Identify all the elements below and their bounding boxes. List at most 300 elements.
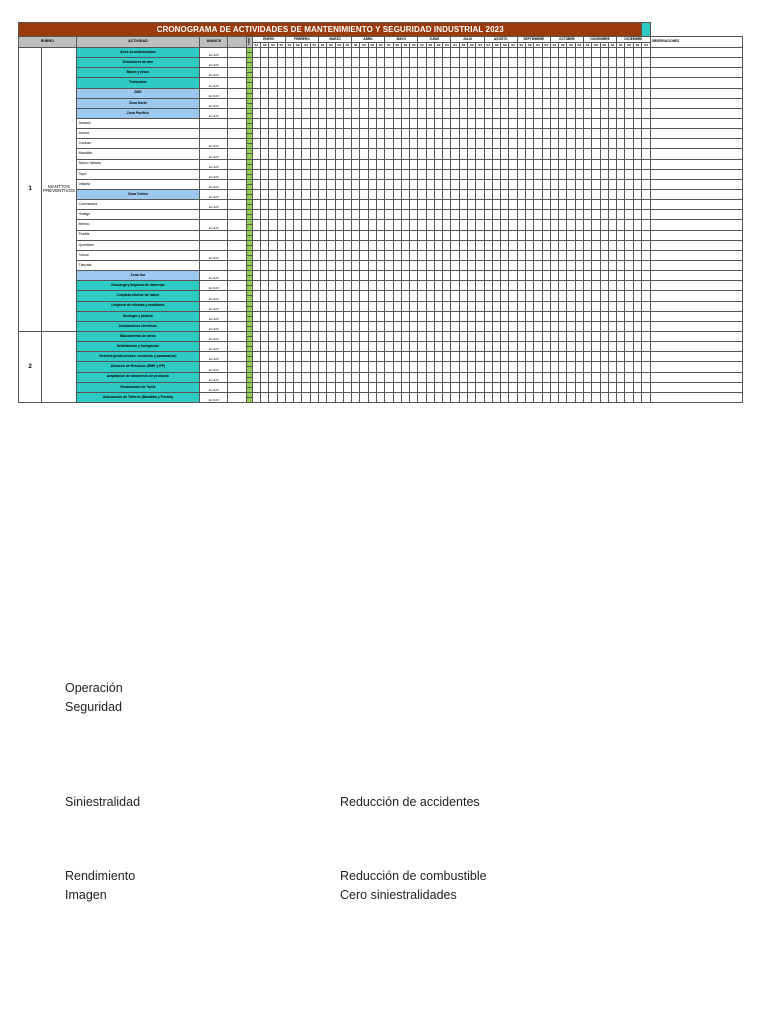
week-cell[interactable] bbox=[468, 392, 476, 402]
week-cell[interactable] bbox=[418, 108, 426, 118]
week-cell[interactable] bbox=[476, 159, 484, 169]
week-cell[interactable] bbox=[633, 311, 642, 321]
week-cell[interactable] bbox=[501, 210, 509, 220]
week-cell[interactable] bbox=[583, 250, 591, 260]
week-cell[interactable] bbox=[269, 159, 277, 169]
week-cell[interactable] bbox=[269, 98, 277, 108]
week-cell[interactable] bbox=[261, 260, 269, 270]
week-cell[interactable] bbox=[269, 200, 277, 210]
week-cell[interactable] bbox=[608, 58, 616, 68]
week-cell[interactable] bbox=[517, 331, 525, 341]
week-cell[interactable] bbox=[633, 78, 642, 88]
week-cell[interactable] bbox=[617, 291, 625, 301]
week-cell[interactable] bbox=[575, 382, 583, 392]
week-cell[interactable] bbox=[633, 200, 642, 210]
week-cell[interactable] bbox=[526, 78, 534, 88]
week-cell[interactable] bbox=[434, 240, 442, 250]
week-cell[interactable] bbox=[310, 200, 318, 210]
week-cell[interactable] bbox=[583, 149, 591, 159]
week-cell[interactable] bbox=[302, 210, 310, 220]
week-cell[interactable] bbox=[559, 281, 567, 291]
week-cell[interactable] bbox=[401, 321, 409, 331]
week-cell[interactable] bbox=[277, 200, 285, 210]
week-cell[interactable] bbox=[343, 118, 351, 128]
week-cell[interactable] bbox=[459, 78, 467, 88]
week-cell[interactable] bbox=[600, 260, 608, 270]
week-cell[interactable] bbox=[294, 169, 302, 179]
week-cell[interactable] bbox=[376, 88, 384, 98]
week-cell[interactable] bbox=[526, 372, 534, 382]
week-cell[interactable] bbox=[443, 260, 451, 270]
week-cell[interactable] bbox=[335, 352, 343, 362]
week-cell[interactable] bbox=[285, 352, 293, 362]
week-cell[interactable] bbox=[600, 139, 608, 149]
observation-cell[interactable] bbox=[650, 108, 742, 118]
week-cell[interactable] bbox=[451, 98, 459, 108]
week-cell[interactable] bbox=[633, 149, 642, 159]
week-cell[interactable] bbox=[410, 189, 418, 199]
week-cell[interactable] bbox=[575, 392, 583, 402]
week-cell[interactable] bbox=[476, 189, 484, 199]
week-cell[interactable] bbox=[509, 240, 517, 250]
week-cell[interactable] bbox=[426, 98, 434, 108]
week-cell[interactable] bbox=[310, 321, 318, 331]
week-cell[interactable] bbox=[534, 169, 542, 179]
week-cell[interactable] bbox=[501, 108, 509, 118]
week-cell[interactable] bbox=[534, 68, 542, 78]
week-cell[interactable] bbox=[393, 179, 401, 189]
week-cell[interactable] bbox=[501, 301, 509, 311]
week-cell[interactable] bbox=[343, 88, 351, 98]
week-cell[interactable] bbox=[484, 230, 492, 240]
week-cell[interactable] bbox=[318, 271, 326, 281]
week-cell[interactable] bbox=[550, 311, 558, 321]
week-cell[interactable] bbox=[252, 250, 260, 260]
week-cell[interactable] bbox=[343, 291, 351, 301]
week-cell[interactable] bbox=[261, 48, 269, 58]
week-cell[interactable] bbox=[459, 159, 467, 169]
week-cell[interactable] bbox=[550, 48, 558, 58]
week-cell[interactable] bbox=[600, 179, 608, 189]
week-cell[interactable] bbox=[459, 382, 467, 392]
week-cell[interactable] bbox=[592, 68, 600, 78]
week-cell[interactable] bbox=[484, 200, 492, 210]
week-cell[interactable] bbox=[285, 220, 293, 230]
week-cell[interactable] bbox=[302, 362, 310, 372]
week-cell[interactable] bbox=[559, 189, 567, 199]
week-cell[interactable] bbox=[335, 342, 343, 352]
week-cell[interactable] bbox=[476, 321, 484, 331]
week-cell[interactable] bbox=[327, 210, 335, 220]
observation-cell[interactable] bbox=[650, 98, 742, 108]
week-cell[interactable] bbox=[592, 250, 600, 260]
week-cell[interactable] bbox=[302, 291, 310, 301]
week-cell[interactable] bbox=[476, 108, 484, 118]
week-cell[interactable] bbox=[501, 129, 509, 139]
week-cell[interactable] bbox=[625, 169, 633, 179]
week-cell[interactable] bbox=[376, 139, 384, 149]
week-cell[interactable] bbox=[642, 139, 650, 149]
week-cell[interactable] bbox=[310, 311, 318, 321]
week-cell[interactable] bbox=[459, 179, 467, 189]
week-cell[interactable] bbox=[600, 321, 608, 331]
week-cell[interactable] bbox=[534, 250, 542, 260]
week-cell[interactable] bbox=[393, 139, 401, 149]
week-cell[interactable] bbox=[501, 392, 509, 402]
week-cell[interactable] bbox=[550, 129, 558, 139]
week-cell[interactable] bbox=[393, 220, 401, 230]
observation-cell[interactable] bbox=[650, 362, 742, 372]
week-cell[interactable] bbox=[633, 98, 642, 108]
week-cell[interactable] bbox=[492, 260, 500, 270]
week-cell[interactable] bbox=[277, 98, 285, 108]
week-cell[interactable] bbox=[368, 189, 376, 199]
week-cell[interactable] bbox=[434, 230, 442, 240]
week-cell[interactable] bbox=[335, 362, 343, 372]
week-cell[interactable] bbox=[633, 291, 642, 301]
week-cell[interactable] bbox=[501, 362, 509, 372]
week-cell[interactable] bbox=[343, 281, 351, 291]
week-cell[interactable] bbox=[426, 250, 434, 260]
week-cell[interactable] bbox=[459, 68, 467, 78]
week-cell[interactable] bbox=[335, 159, 343, 169]
week-cell[interactable] bbox=[559, 129, 567, 139]
week-cell[interactable] bbox=[517, 58, 525, 68]
week-cell[interactable] bbox=[277, 321, 285, 331]
week-cell[interactable] bbox=[567, 118, 575, 128]
week-cell[interactable] bbox=[642, 240, 650, 250]
week-cell[interactable] bbox=[368, 200, 376, 210]
week-cell[interactable] bbox=[559, 179, 567, 189]
week-cell[interactable] bbox=[567, 301, 575, 311]
week-cell[interactable] bbox=[376, 230, 384, 240]
week-cell[interactable] bbox=[360, 382, 368, 392]
week-cell[interactable] bbox=[418, 311, 426, 321]
week-cell[interactable] bbox=[583, 118, 591, 128]
week-cell[interactable] bbox=[252, 149, 260, 159]
week-cell[interactable] bbox=[501, 189, 509, 199]
week-cell[interactable] bbox=[393, 58, 401, 68]
week-cell[interactable] bbox=[476, 281, 484, 291]
week-cell[interactable] bbox=[459, 169, 467, 179]
week-cell[interactable] bbox=[269, 68, 277, 78]
week-cell[interactable] bbox=[600, 362, 608, 372]
week-cell[interactable] bbox=[517, 149, 525, 159]
week-cell[interactable] bbox=[434, 331, 442, 341]
week-cell[interactable] bbox=[567, 108, 575, 118]
week-cell[interactable] bbox=[484, 331, 492, 341]
week-cell[interactable] bbox=[302, 382, 310, 392]
week-cell[interactable] bbox=[410, 169, 418, 179]
week-cell[interactable] bbox=[252, 311, 260, 321]
week-cell[interactable] bbox=[261, 118, 269, 128]
week-cell[interactable] bbox=[534, 352, 542, 362]
week-cell[interactable] bbox=[269, 179, 277, 189]
week-cell[interactable] bbox=[443, 149, 451, 159]
week-cell[interactable] bbox=[542, 88, 550, 98]
week-cell[interactable] bbox=[617, 220, 625, 230]
week-cell[interactable] bbox=[318, 392, 326, 402]
week-cell[interactable] bbox=[277, 291, 285, 301]
week-cell[interactable] bbox=[526, 200, 534, 210]
week-cell[interactable] bbox=[625, 58, 633, 68]
week-cell[interactable] bbox=[269, 352, 277, 362]
week-cell[interactable] bbox=[426, 139, 434, 149]
observation-cell[interactable] bbox=[650, 382, 742, 392]
week-cell[interactable] bbox=[310, 260, 318, 270]
week-cell[interactable] bbox=[434, 352, 442, 362]
week-cell[interactable] bbox=[608, 382, 616, 392]
week-cell[interactable] bbox=[617, 98, 625, 108]
week-cell[interactable] bbox=[608, 189, 616, 199]
week-cell[interactable] bbox=[468, 342, 476, 352]
observation-cell[interactable] bbox=[650, 311, 742, 321]
week-cell[interactable] bbox=[285, 362, 293, 372]
week-cell[interactable] bbox=[633, 179, 642, 189]
week-cell[interactable] bbox=[633, 331, 642, 341]
week-cell[interactable] bbox=[567, 58, 575, 68]
week-cell[interactable] bbox=[360, 291, 368, 301]
week-cell[interactable] bbox=[550, 149, 558, 159]
week-cell[interactable] bbox=[468, 189, 476, 199]
week-cell[interactable] bbox=[575, 250, 583, 260]
week-cell[interactable] bbox=[343, 220, 351, 230]
week-cell[interactable] bbox=[426, 189, 434, 199]
week-cell[interactable] bbox=[434, 118, 442, 128]
week-cell[interactable] bbox=[559, 48, 567, 58]
week-cell[interactable] bbox=[625, 342, 633, 352]
week-cell[interactable] bbox=[542, 331, 550, 341]
week-cell[interactable] bbox=[294, 220, 302, 230]
week-cell[interactable] bbox=[559, 260, 567, 270]
week-cell[interactable] bbox=[459, 88, 467, 98]
observation-cell[interactable] bbox=[650, 250, 742, 260]
week-cell[interactable] bbox=[410, 78, 418, 88]
week-cell[interactable] bbox=[376, 169, 384, 179]
week-cell[interactable] bbox=[277, 88, 285, 98]
week-cell[interactable] bbox=[360, 48, 368, 58]
week-cell[interactable] bbox=[559, 68, 567, 78]
week-cell[interactable] bbox=[343, 189, 351, 199]
week-cell[interactable] bbox=[468, 139, 476, 149]
week-cell[interactable] bbox=[269, 149, 277, 159]
week-cell[interactable] bbox=[617, 129, 625, 139]
week-cell[interactable] bbox=[269, 311, 277, 321]
week-cell[interactable] bbox=[376, 48, 384, 58]
week-cell[interactable] bbox=[360, 98, 368, 108]
week-cell[interactable] bbox=[592, 281, 600, 291]
week-cell[interactable] bbox=[542, 291, 550, 301]
week-cell[interactable] bbox=[492, 362, 500, 372]
week-cell[interactable] bbox=[434, 210, 442, 220]
week-cell[interactable] bbox=[434, 271, 442, 281]
week-cell[interactable] bbox=[583, 210, 591, 220]
week-cell[interactable] bbox=[418, 48, 426, 58]
week-cell[interactable] bbox=[492, 250, 500, 260]
week-cell[interactable] bbox=[352, 342, 360, 352]
week-cell[interactable] bbox=[261, 382, 269, 392]
week-cell[interactable] bbox=[352, 98, 360, 108]
week-cell[interactable] bbox=[575, 48, 583, 58]
week-cell[interactable] bbox=[327, 321, 335, 331]
week-cell[interactable] bbox=[451, 240, 459, 250]
week-cell[interactable] bbox=[443, 372, 451, 382]
week-cell[interactable] bbox=[517, 139, 525, 149]
week-cell[interactable] bbox=[459, 362, 467, 372]
week-cell[interactable] bbox=[451, 169, 459, 179]
week-cell[interactable] bbox=[617, 342, 625, 352]
week-cell[interactable] bbox=[575, 139, 583, 149]
week-cell[interactable] bbox=[592, 189, 600, 199]
week-cell[interactable] bbox=[451, 68, 459, 78]
week-cell[interactable] bbox=[368, 250, 376, 260]
week-cell[interactable] bbox=[575, 372, 583, 382]
week-cell[interactable] bbox=[550, 210, 558, 220]
week-cell[interactable] bbox=[277, 220, 285, 230]
week-cell[interactable] bbox=[352, 149, 360, 159]
week-cell[interactable] bbox=[608, 179, 616, 189]
week-cell[interactable] bbox=[376, 189, 384, 199]
week-cell[interactable] bbox=[534, 48, 542, 58]
week-cell[interactable] bbox=[318, 230, 326, 240]
week-cell[interactable] bbox=[393, 210, 401, 220]
week-cell[interactable] bbox=[368, 179, 376, 189]
week-cell[interactable] bbox=[393, 230, 401, 240]
week-cell[interactable] bbox=[484, 321, 492, 331]
week-cell[interactable] bbox=[343, 240, 351, 250]
week-cell[interactable] bbox=[294, 382, 302, 392]
week-cell[interactable] bbox=[443, 220, 451, 230]
week-cell[interactable] bbox=[434, 392, 442, 402]
week-cell[interactable] bbox=[501, 281, 509, 291]
week-cell[interactable] bbox=[501, 68, 509, 78]
week-cell[interactable] bbox=[559, 321, 567, 331]
week-cell[interactable] bbox=[261, 139, 269, 149]
week-cell[interactable] bbox=[633, 210, 642, 220]
week-cell[interactable] bbox=[277, 362, 285, 372]
week-cell[interactable] bbox=[327, 78, 335, 88]
week-cell[interactable] bbox=[468, 108, 476, 118]
week-cell[interactable] bbox=[434, 342, 442, 352]
week-cell[interactable] bbox=[567, 260, 575, 270]
week-cell[interactable] bbox=[368, 139, 376, 149]
week-cell[interactable] bbox=[492, 392, 500, 402]
week-cell[interactable] bbox=[575, 281, 583, 291]
week-cell[interactable] bbox=[426, 271, 434, 281]
week-cell[interactable] bbox=[617, 392, 625, 402]
week-cell[interactable] bbox=[376, 179, 384, 189]
week-cell[interactable] bbox=[617, 260, 625, 270]
week-cell[interactable] bbox=[484, 342, 492, 352]
week-cell[interactable] bbox=[252, 291, 260, 301]
week-cell[interactable] bbox=[294, 311, 302, 321]
week-cell[interactable] bbox=[583, 331, 591, 341]
week-cell[interactable] bbox=[451, 88, 459, 98]
week-cell[interactable] bbox=[617, 108, 625, 118]
week-cell[interactable] bbox=[327, 311, 335, 321]
week-cell[interactable] bbox=[352, 210, 360, 220]
week-cell[interactable] bbox=[517, 362, 525, 372]
week-cell[interactable] bbox=[343, 58, 351, 68]
week-cell[interactable] bbox=[459, 392, 467, 402]
week-cell[interactable] bbox=[517, 301, 525, 311]
week-cell[interactable] bbox=[401, 311, 409, 321]
week-cell[interactable] bbox=[567, 169, 575, 179]
week-cell[interactable] bbox=[318, 78, 326, 88]
week-cell[interactable] bbox=[410, 118, 418, 128]
week-cell[interactable] bbox=[385, 301, 393, 311]
week-cell[interactable] bbox=[261, 230, 269, 240]
week-cell[interactable] bbox=[575, 362, 583, 372]
week-cell[interactable] bbox=[600, 78, 608, 88]
week-cell[interactable] bbox=[468, 48, 476, 58]
week-cell[interactable] bbox=[368, 281, 376, 291]
week-cell[interactable] bbox=[642, 281, 650, 291]
week-cell[interactable] bbox=[302, 139, 310, 149]
week-cell[interactable] bbox=[269, 88, 277, 98]
week-cell[interactable] bbox=[617, 189, 625, 199]
week-cell[interactable] bbox=[509, 149, 517, 159]
week-cell[interactable] bbox=[550, 291, 558, 301]
week-cell[interactable] bbox=[376, 271, 384, 281]
week-cell[interactable] bbox=[484, 372, 492, 382]
week-cell[interactable] bbox=[451, 179, 459, 189]
week-cell[interactable] bbox=[401, 362, 409, 372]
week-cell[interactable] bbox=[418, 240, 426, 250]
week-cell[interactable] bbox=[434, 281, 442, 291]
week-cell[interactable] bbox=[451, 352, 459, 362]
week-cell[interactable] bbox=[310, 108, 318, 118]
week-cell[interactable] bbox=[360, 240, 368, 250]
week-cell[interactable] bbox=[492, 240, 500, 250]
week-cell[interactable] bbox=[592, 200, 600, 210]
week-cell[interactable] bbox=[492, 179, 500, 189]
week-cell[interactable] bbox=[385, 271, 393, 281]
week-cell[interactable] bbox=[575, 159, 583, 169]
week-cell[interactable] bbox=[451, 149, 459, 159]
week-cell[interactable] bbox=[385, 129, 393, 139]
week-cell[interactable] bbox=[294, 200, 302, 210]
week-cell[interactable] bbox=[575, 352, 583, 362]
week-cell[interactable] bbox=[583, 58, 591, 68]
week-cell[interactable] bbox=[335, 392, 343, 402]
week-cell[interactable] bbox=[410, 352, 418, 362]
week-cell[interactable] bbox=[509, 250, 517, 260]
week-cell[interactable] bbox=[567, 179, 575, 189]
week-cell[interactable] bbox=[294, 98, 302, 108]
week-cell[interactable] bbox=[269, 139, 277, 149]
week-cell[interactable] bbox=[476, 250, 484, 260]
week-cell[interactable] bbox=[592, 159, 600, 169]
week-cell[interactable] bbox=[401, 342, 409, 352]
week-cell[interactable] bbox=[393, 189, 401, 199]
week-cell[interactable] bbox=[592, 98, 600, 108]
week-cell[interactable] bbox=[434, 88, 442, 98]
week-cell[interactable] bbox=[294, 331, 302, 341]
week-cell[interactable] bbox=[476, 301, 484, 311]
week-cell[interactable] bbox=[600, 159, 608, 169]
week-cell[interactable] bbox=[327, 98, 335, 108]
week-cell[interactable] bbox=[633, 271, 642, 281]
week-cell[interactable] bbox=[443, 48, 451, 58]
week-cell[interactable] bbox=[285, 291, 293, 301]
week-cell[interactable] bbox=[434, 382, 442, 392]
week-cell[interactable] bbox=[625, 139, 633, 149]
week-cell[interactable] bbox=[285, 321, 293, 331]
week-cell[interactable] bbox=[393, 331, 401, 341]
week-cell[interactable] bbox=[352, 189, 360, 199]
week-cell[interactable] bbox=[385, 230, 393, 240]
